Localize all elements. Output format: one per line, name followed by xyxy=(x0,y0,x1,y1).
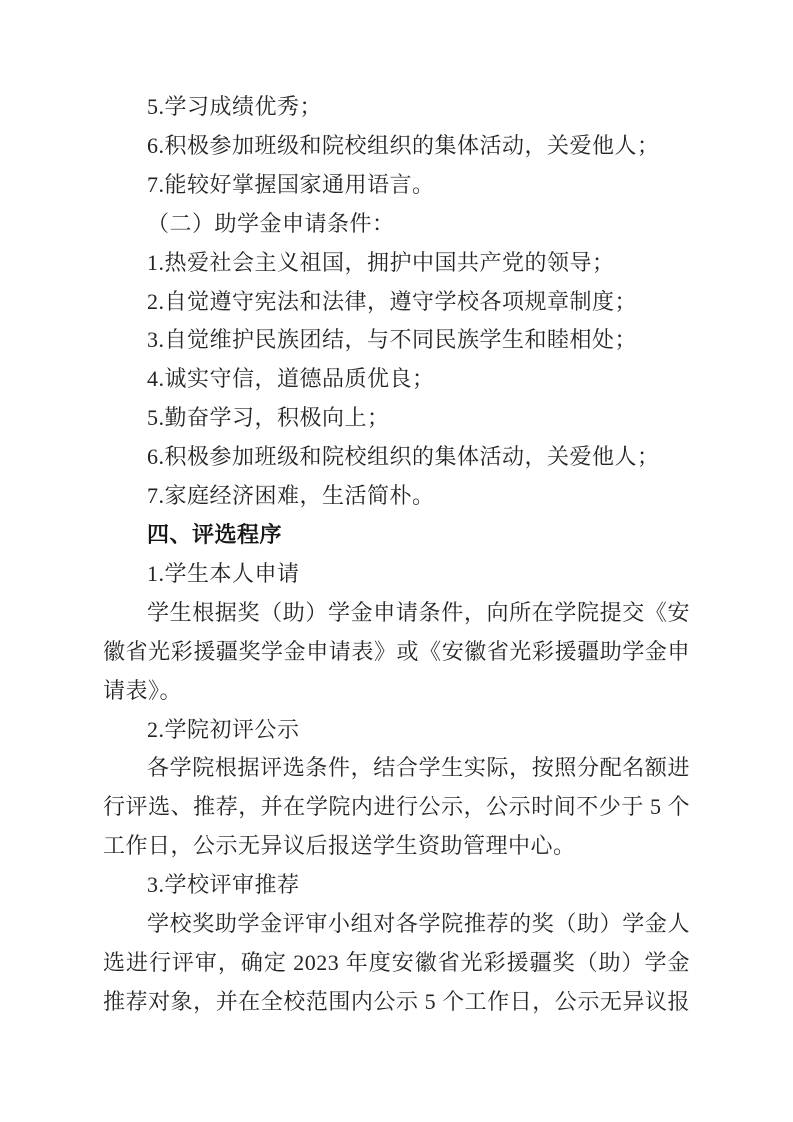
text-line: 1.学生本人申请 xyxy=(147,560,300,586)
text-line: 行评选、推荐，并在学院内进行公示，公示时间不少于 5 个 xyxy=(103,794,690,820)
text-line: 2.自觉遵守宪法和法律，遵守学校各项规章制度； xyxy=(147,288,638,314)
text-line: 徽省光彩援疆奖学金申请表》或《安徽省光彩援疆助学金申 xyxy=(103,638,690,664)
text-line: 7.家庭经济困难，生活简朴。 xyxy=(147,483,435,509)
text-line: 5.学习成绩优秀； xyxy=(147,94,323,119)
text-line: 1.热爱社会主义祖国，拥护中国共产党的领导； xyxy=(147,249,615,275)
text-line: 4.诚实守信，道德品质优良； xyxy=(147,366,435,392)
text-line: 6.积极参加班级和院校组织的集体活动，关爱他人； xyxy=(147,444,660,470)
text-line: 请表》。 xyxy=(103,677,183,703)
text-line: 学校奖助学金评审小组对各学院推荐的奖（助）学金人 xyxy=(147,911,690,937)
text-line: 3.学校评审推荐 xyxy=(147,872,300,898)
text-line: 2.学院初评公示 xyxy=(147,716,300,742)
text-line: 各学院根据评选条件，结合学生实际，按照分配名额进 xyxy=(147,755,690,781)
text-line: 7.能较好掌握国家通用语言。 xyxy=(147,171,435,197)
text-line: 学生根据奖（助）学金申请条件，向所在学院提交《安 xyxy=(147,599,690,625)
text-line: 选进行评审，确定 2023 年度安徽省光彩援疆奖（助）学金 xyxy=(103,949,690,975)
text-line: （二）助学金申请条件： xyxy=(147,210,395,236)
text-line: 推荐对象，并在全校范围内公示 5 个工作日，公示无异议报 xyxy=(103,988,690,1014)
text-line: 3.自觉维护民族团结，与不同民族学生和睦相处； xyxy=(147,327,638,353)
document-body xyxy=(103,88,690,1022)
text-line: 5.勤奋学习，积极向上； xyxy=(147,405,390,431)
section-heading: 四、评选程序 xyxy=(147,521,283,547)
text-line: 工作日，公示无异议后报送学生资助管理中心。 xyxy=(103,833,576,859)
text-line: 6.积极参加班级和院校组织的集体活动，关爱他人； xyxy=(147,132,660,158)
